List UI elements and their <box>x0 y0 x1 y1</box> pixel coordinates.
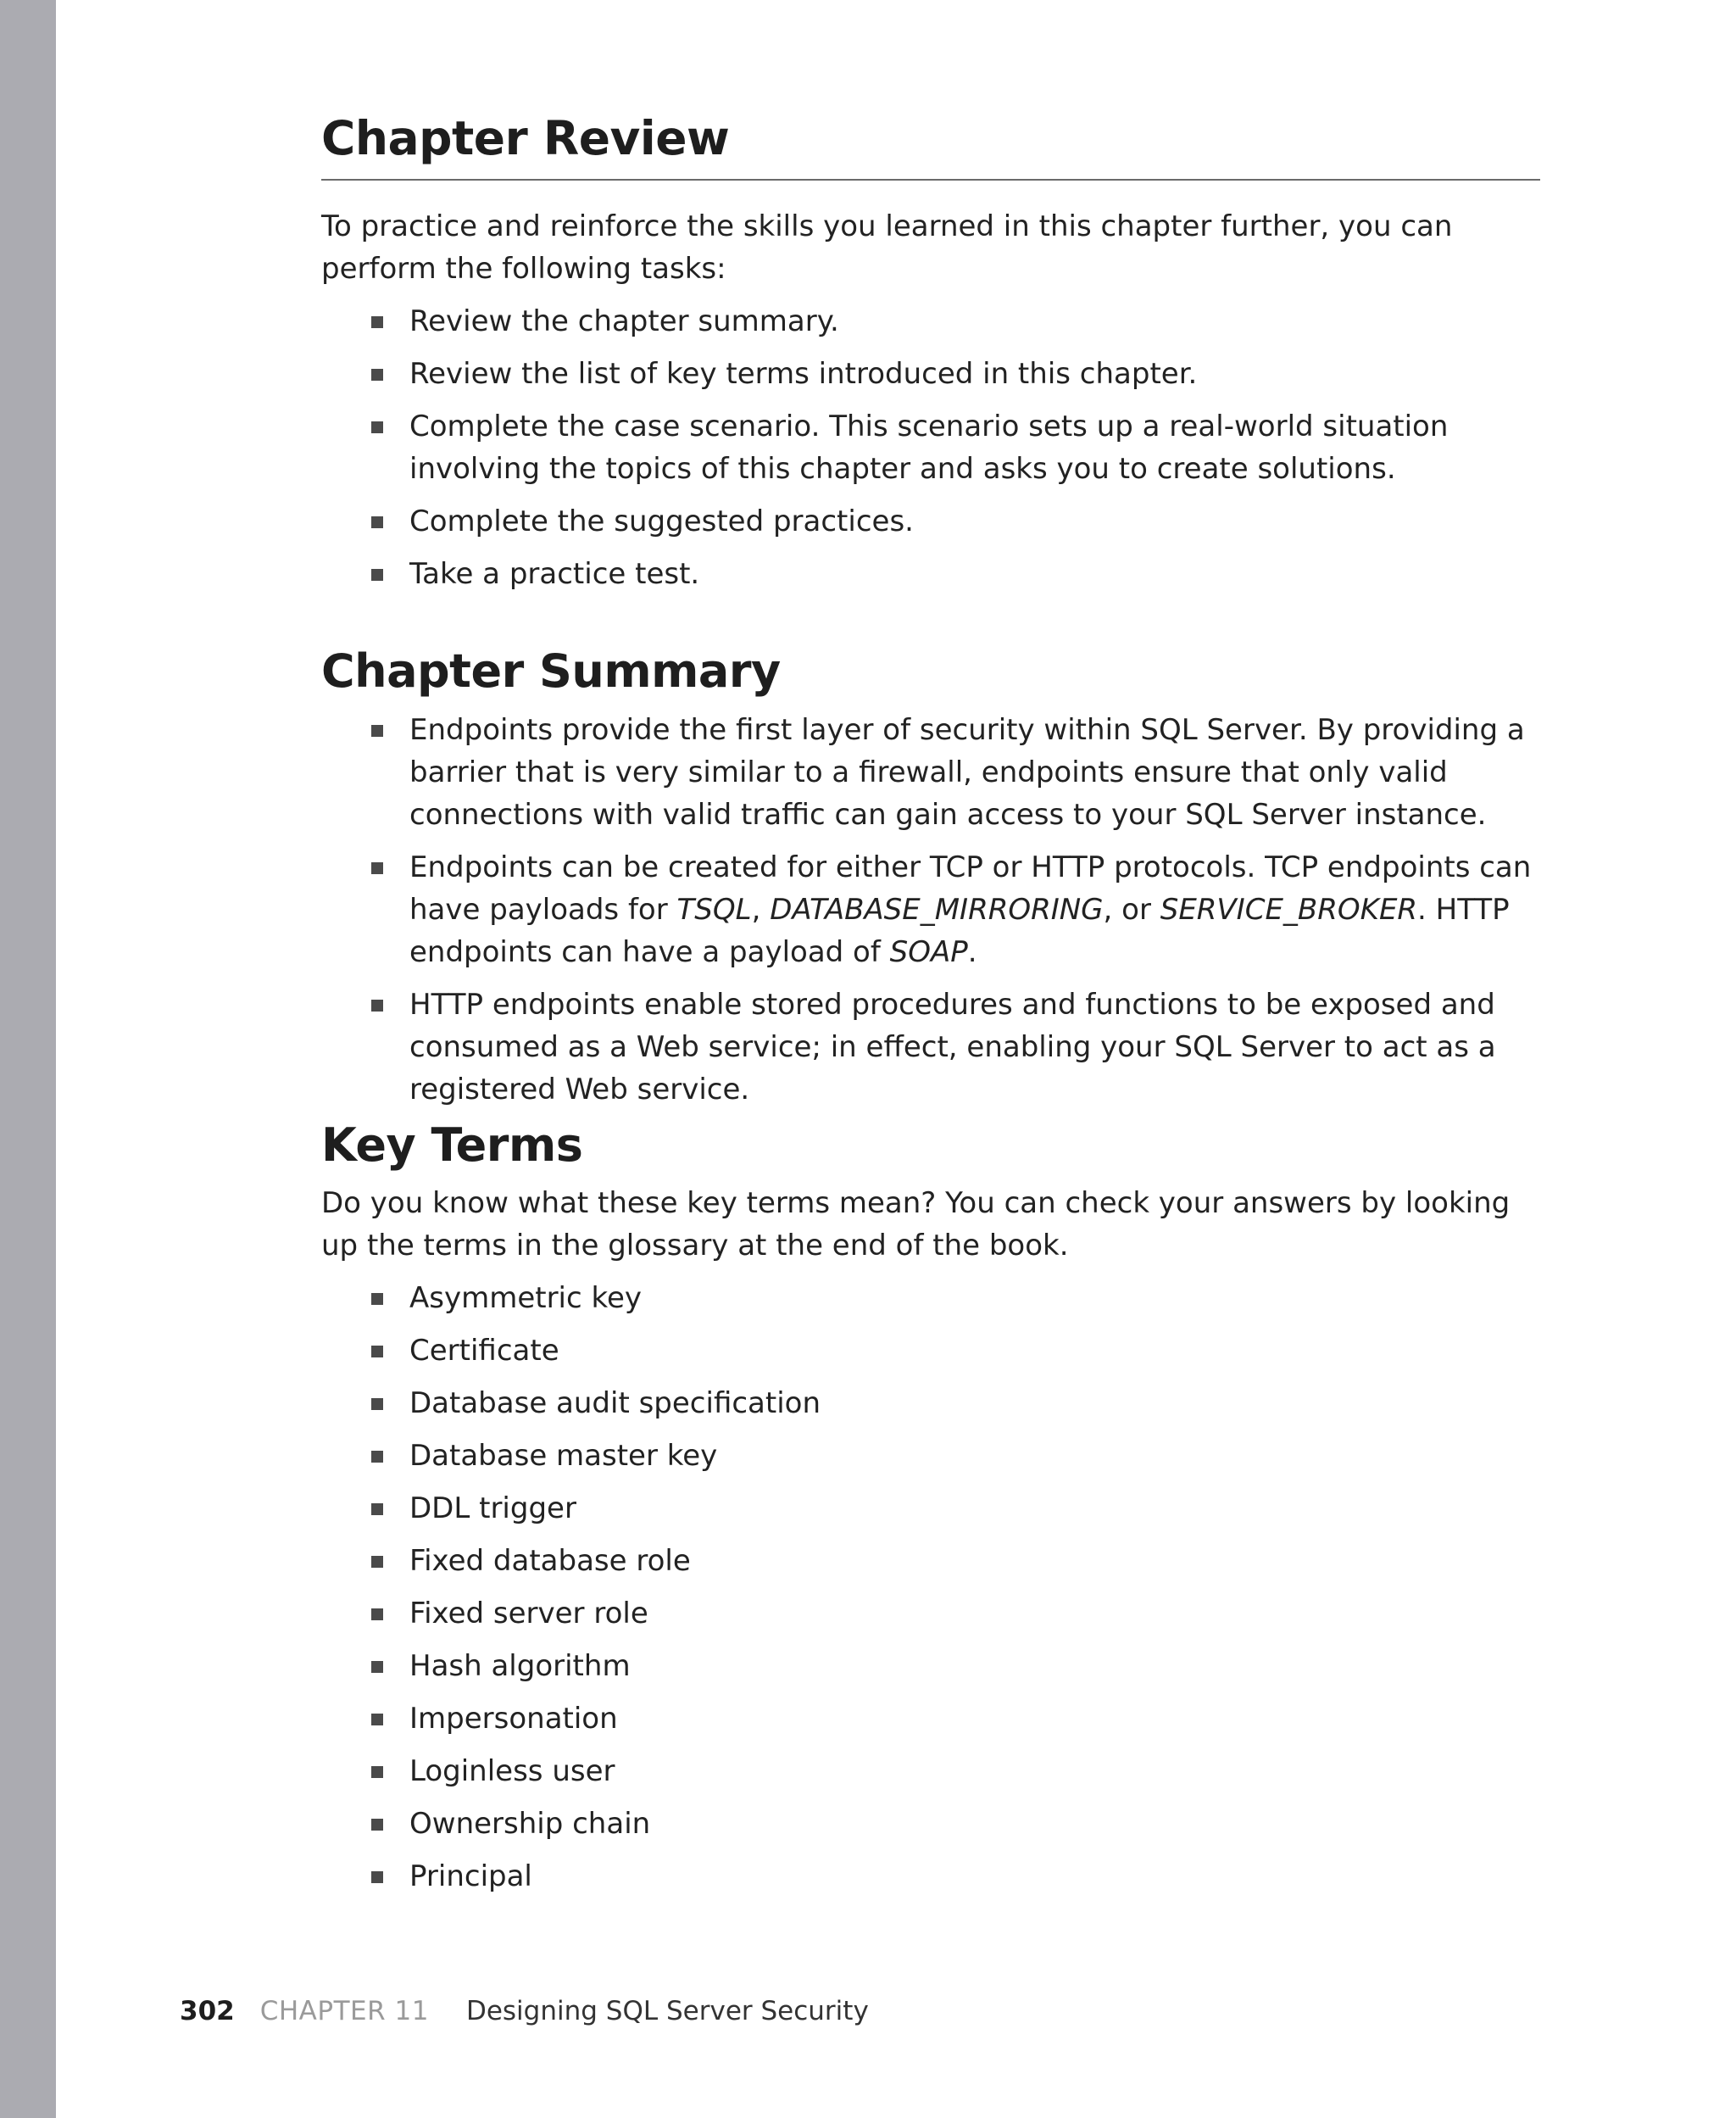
list-item: Fixed database role <box>321 1540 1542 1582</box>
key-terms-heading: Key Terms <box>321 1118 583 1172</box>
bullet-icon <box>371 1819 383 1831</box>
list-item: Take a practice test. <box>321 553 1542 595</box>
bullet-icon <box>371 1451 383 1463</box>
list-item: Principal <box>321 1855 1542 1898</box>
list-item: Loginless user <box>321 1750 1542 1792</box>
summary-list <box>321 709 1542 1121</box>
bullet-icon <box>371 725 383 737</box>
bullet-icon <box>371 1714 383 1725</box>
bullet-icon <box>371 1871 383 1883</box>
review-intro: To practice and reinforce the skills you learned in this chapter further, you can perform the following tasks: <box>321 209 1453 286</box>
chapter-title: Designing SQL Server Security <box>465 1996 869 2026</box>
list-item: Impersonation <box>321 1697 1542 1740</box>
list-item: Database audit specification <box>321 1382 1542 1424</box>
bullet-icon <box>371 1000 383 1012</box>
bullet-icon <box>371 1766 383 1778</box>
list-item: DDL trigger <box>321 1487 1542 1530</box>
list-item: Fixed server role <box>321 1592 1542 1635</box>
bullet-icon <box>371 1503 383 1515</box>
key-terms-list <box>321 1277 1542 1908</box>
heading-rule <box>321 179 1540 181</box>
list-item: Complete the suggested practices. <box>321 500 1542 543</box>
list-item: Asymmetric key <box>321 1277 1542 1319</box>
list-item: HTTP endpoints enable stored procedures and functions to be exposed and consumed as a Web service; in effect, enabling your SQL Server to act as a registered Web service. <box>321 984 1542 1111</box>
bullet-icon <box>371 1293 383 1305</box>
key-terms-intro: Do you know what these key terms mean? You can check your answers by looking up the terms in the glossary at the end of the book. <box>321 1186 1511 1262</box>
bullet-icon <box>371 1556 383 1568</box>
list-item: Review the chapter summary. <box>321 300 1542 343</box>
page-number: 302 <box>180 1996 235 2026</box>
page-edge-bar <box>0 0 56 2118</box>
list-item: Certificate <box>321 1329 1542 1372</box>
bullet-icon <box>371 569 383 581</box>
list-item: Hash algorithm <box>321 1645 1542 1687</box>
bullet-icon <box>371 316 383 328</box>
bullet-icon <box>371 516 383 528</box>
page-footer <box>180 1990 869 2032</box>
chapter-summary-heading: Chapter Summary <box>321 644 781 698</box>
bullet-icon <box>371 421 383 433</box>
bullet-icon <box>371 369 383 381</box>
list-item: Endpoints provide the first layer of security within SQL Server. By providing a barrier that is very similar to a firewall, endpoints ensure that only valid connections with valid traffic can gain access to your SQL Server instance. <box>321 709 1542 836</box>
review-task-list <box>321 300 1542 605</box>
bullet-icon <box>371 862 383 874</box>
chapter-label: CHAPTER 11 <box>259 1996 429 2026</box>
bullet-icon <box>371 1608 383 1620</box>
list-item: Complete the case scenario. This scenario sets up a real-world situation involving the topics of this chapter and asks you to create solutions. <box>321 405 1542 490</box>
bullet-icon <box>371 1398 383 1410</box>
list-item: Database master key <box>321 1435 1542 1477</box>
chapter-review-heading: Chapter Review <box>321 111 730 165</box>
list-item: Endpoints can be created for either TCP or HTTP protocols. TCP endpoints can have payloads for TSQL, DATABASE_MIRRORING, or SERVICE_BROKER. HTTP endpoints can have a payload of SOAP. <box>321 846 1542 973</box>
bullet-icon <box>371 1661 383 1673</box>
list-item: Review the list of key terms introduced in this chapter. <box>321 353 1542 395</box>
list-item: Ownership chain <box>321 1803 1542 1845</box>
bullet-icon <box>371 1346 383 1357</box>
